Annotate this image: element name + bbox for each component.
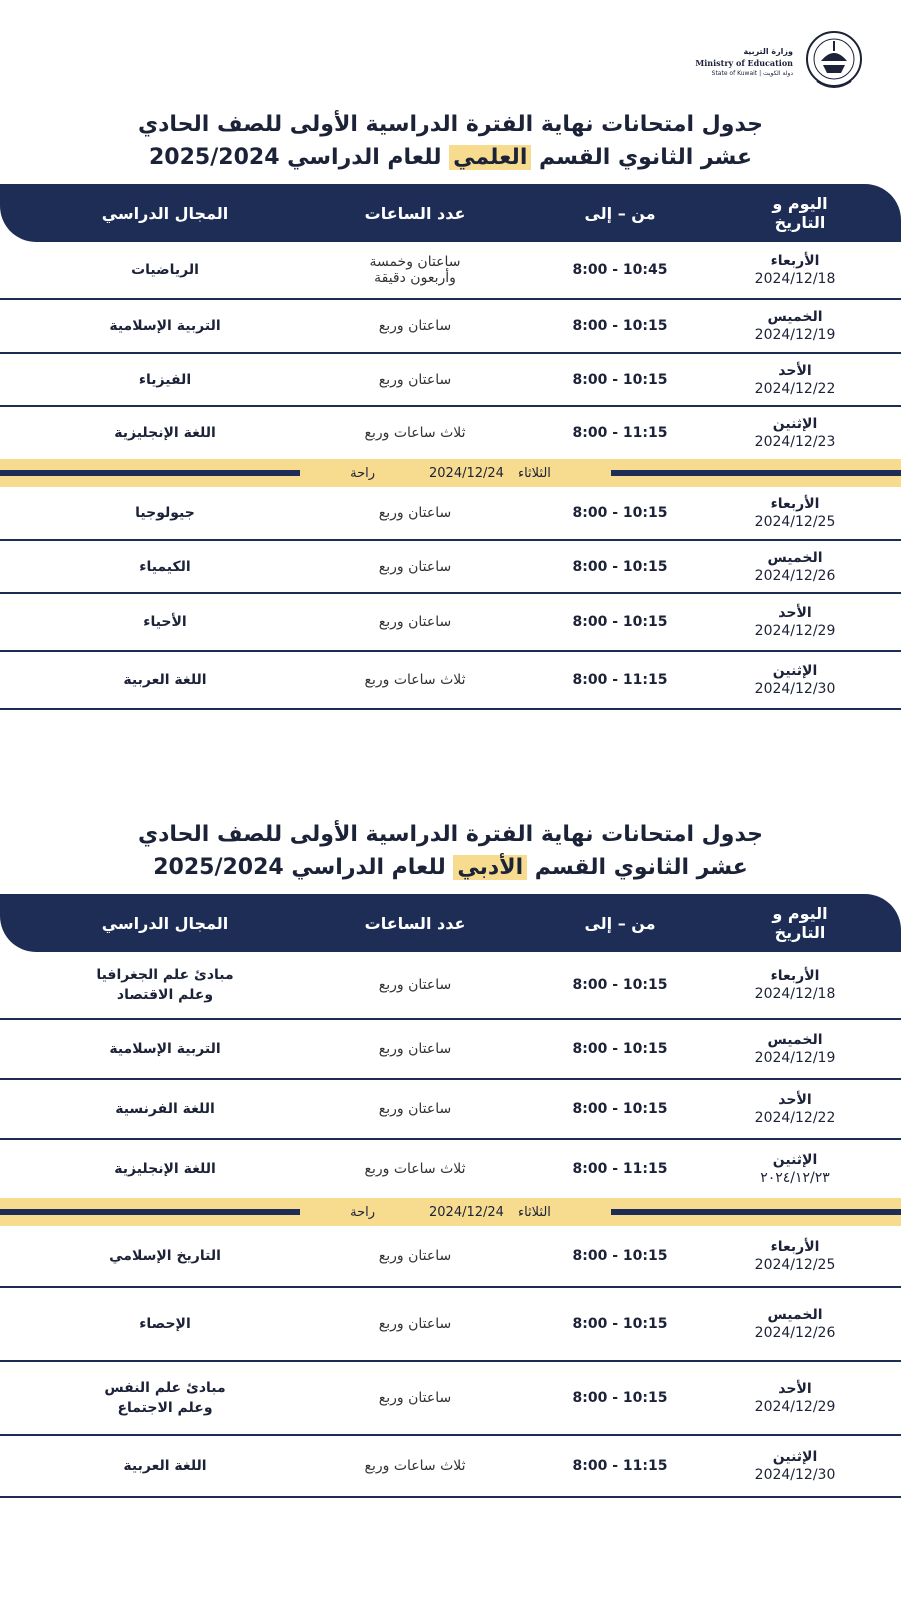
day-name: الخميس (767, 309, 823, 325)
table-row (0, 652, 901, 710)
title-post: للعام الدراسي 2025/2024 (153, 855, 446, 880)
row-time: 8:00 - 10:15 (572, 505, 668, 521)
row-duration: ساعتان وربع (378, 371, 452, 388)
table-row (0, 541, 901, 594)
row-day (720, 487, 870, 539)
row-duration: ساعتان وربع (378, 1316, 452, 1332)
table-row (0, 1226, 901, 1288)
band-bar-right (611, 1209, 901, 1215)
row-subject: الكيمياء (139, 558, 191, 575)
date: 2024/12/26 (754, 567, 836, 584)
row-day (720, 1436, 870, 1496)
row-subject: الإحصاء (139, 1316, 191, 1332)
row-subject: اللغة الإنجليزية (114, 1161, 216, 1177)
row-subject: جيولوجيا (135, 505, 195, 521)
rest-day-name: الثلاثاء (517, 465, 551, 481)
row-subject: اللغة العربية (123, 1458, 207, 1474)
row-day (720, 354, 870, 405)
row-time: 8:00 - 11:15 (572, 425, 668, 441)
row-day (720, 1080, 870, 1138)
day-name: الأحد (778, 1092, 812, 1108)
header-duration: عدد الساعات (364, 913, 466, 933)
title-pre: عشر الثانوي القسم (534, 855, 748, 880)
table-header (0, 894, 901, 952)
title-line-2 (0, 141, 901, 174)
row-time: 8:00 - 10:15 (572, 614, 668, 630)
row-day (720, 594, 870, 650)
row-day (720, 1288, 870, 1360)
header-subject: المجال الدراسي (101, 203, 229, 223)
row-duration: ساعتان وربع (378, 1041, 452, 1057)
row-subject: الفيزياء (138, 371, 192, 388)
row-duration: ساعتان وربع (378, 1390, 452, 1406)
title-line-1: جدول امتحانات نهاية الفترة الدراسية الأولى للصف الحادي (137, 822, 764, 847)
row-subject: الرياضيات (131, 262, 199, 278)
date: ٢٠٢٤/١٢/٢٣ (760, 1170, 830, 1186)
row-duration: ساعتان وخمسة وأربعون دقيقة (369, 254, 461, 286)
date: 2024/12/30 (754, 681, 836, 697)
section-title (0, 108, 901, 174)
table-row (0, 300, 901, 354)
kuwait-emblem-icon (803, 29, 865, 95)
date: 2024/12/22 (754, 1110, 836, 1126)
rest-day-date: 2024/12/24 (429, 1204, 504, 1220)
row-time: 8:00 - 10:15 (572, 558, 668, 575)
table-row (0, 487, 901, 541)
day-name: الأربعاء (770, 496, 820, 512)
date: 2024/12/29 (754, 623, 836, 639)
ministry-name-en: Ministry of Education (695, 58, 793, 68)
date: 2024/12/18 (754, 986, 836, 1002)
title-line-1: جدول امتحانات نهاية الفترة الدراسية الأولى للصف الحادي (137, 112, 764, 137)
table-row (0, 952, 901, 1020)
rest-day-band (0, 459, 901, 487)
table-row (0, 1436, 901, 1498)
row-time: 8:00 - 11:15 (572, 1458, 668, 1474)
row-day (720, 300, 870, 352)
band-bar-right (611, 470, 901, 476)
header-time: من – إلى (584, 913, 656, 933)
row-duration: ثلاث ساعات وربع (364, 1161, 466, 1177)
table-row (0, 594, 901, 652)
table-row (0, 1020, 901, 1080)
date: 2024/12/29 (754, 1399, 836, 1415)
row-subject: اللغة الفرنسية (115, 1101, 215, 1117)
day-name: الإثنين (772, 1449, 818, 1465)
row-time: 8:00 - 10:15 (572, 977, 668, 993)
day-name: الخميس (767, 1032, 823, 1048)
row-time: 8:00 - 11:15 (572, 672, 668, 688)
section-title (0, 818, 901, 884)
table-row (0, 354, 901, 407)
row-duration: ساعتان وربع (378, 318, 452, 334)
exam-table (0, 184, 901, 710)
rest-day-text (350, 1205, 551, 1220)
row-subject: التاريخ الإسلامي (109, 1248, 221, 1264)
row-subject: مبادئ علم النفس وعلم الاجتماع (104, 1380, 226, 1416)
header-day: اليوم و التاريخ (772, 904, 828, 942)
day-name: الخميس (767, 549, 823, 566)
date: 2024/12/30 (754, 1467, 836, 1483)
date: 2024/12/25 (754, 1257, 836, 1273)
row-duration: ثلاث ساعات وربع (364, 425, 466, 441)
row-day (720, 1140, 870, 1198)
title-highlight: الأدبي (453, 855, 527, 880)
date: 2024/12/22 (754, 380, 836, 397)
header-time: من – إلى (584, 203, 656, 223)
day-name: الأربعاء (770, 1239, 820, 1255)
rest-day-label: راحة (350, 465, 376, 481)
row-subject: التربية الإسلامية (109, 318, 221, 334)
day-name: الإثنين (772, 1152, 818, 1168)
day-name: الأحد (778, 605, 812, 621)
rest-day-date: 2024/12/24 (429, 465, 504, 481)
date: 2024/12/19 (754, 1050, 836, 1066)
ministry-name-ar: وزارة التربية (743, 47, 793, 56)
day-name: الخميس (767, 1307, 823, 1323)
row-subject: مبادئ علم الجغرافيا وعلم الاقتصاد (96, 967, 234, 1003)
row-duration: ساعتان وربع (378, 1248, 452, 1264)
day-name: الأحد (778, 1381, 812, 1397)
literary-section (0, 818, 901, 1498)
date: 2024/12/23 (754, 434, 836, 450)
row-day (720, 1362, 870, 1434)
day-name: الأربعاء (770, 968, 820, 984)
row-time: 8:00 - 10:15 (572, 1390, 668, 1406)
row-duration: ثلاث ساعات وربع (364, 1458, 466, 1474)
exam-table (0, 894, 901, 1498)
row-day (720, 407, 870, 459)
row-day (720, 1226, 870, 1286)
row-subject: التربية الإسلامية (109, 1041, 221, 1057)
row-duration: ساعتان وربع (378, 1101, 452, 1117)
row-duration: ساعتان وربع (378, 558, 452, 575)
row-subject: الأحياء (143, 614, 187, 630)
title-highlight: العلمي (449, 145, 531, 170)
title-line-2 (0, 851, 901, 884)
title-post: للعام الدراسي 2025/2024 (149, 145, 442, 170)
scientific-section (0, 108, 901, 710)
table-row (0, 1080, 901, 1140)
date: 2024/12/25 (754, 514, 836, 530)
table-row (0, 242, 901, 300)
header-subject: المجال الدراسي (101, 913, 229, 933)
row-duration: ثلاث ساعات وربع (364, 672, 466, 688)
row-time: 8:00 - 10:15 (572, 1248, 668, 1264)
date: 2024/12/18 (754, 271, 836, 287)
row-day (720, 1020, 870, 1078)
row-day (720, 242, 870, 298)
table-row (0, 407, 901, 459)
band-bar-left (0, 1209, 300, 1215)
row-subject: اللغة الإنجليزية (114, 425, 216, 441)
row-time: 8:00 - 10:15 (572, 318, 668, 334)
row-time: 8:00 - 10:15 (572, 1316, 668, 1332)
table-row (0, 1140, 901, 1198)
header-duration: عدد الساعات (364, 203, 466, 223)
row-time: 8:00 - 10:15 (572, 1101, 668, 1117)
row-duration: ساعتان وربع (378, 505, 452, 521)
state-name: State of Kuwait | دولة الكويت (711, 70, 793, 77)
day-name: الأحد (778, 362, 812, 379)
header-day: اليوم و التاريخ (772, 194, 828, 232)
band-bar-left (0, 470, 300, 476)
row-day (720, 652, 870, 708)
date: 2024/12/19 (754, 327, 836, 343)
rest-day-band (0, 1198, 901, 1226)
row-duration: ساعتان وربع (378, 977, 452, 993)
row-subject: اللغة العربية (123, 672, 207, 688)
ministry-name-block (695, 47, 793, 77)
row-time: 8:00 - 11:15 (572, 1161, 668, 1177)
row-time: 8:00 - 10:15 (572, 371, 668, 388)
rest-day-text (350, 466, 551, 481)
row-time: 8:00 - 10:15 (572, 1041, 668, 1057)
row-day (720, 952, 870, 1018)
rest-day-label: راحة (350, 1204, 376, 1220)
date: 2024/12/26 (754, 1325, 836, 1341)
table-row (0, 1288, 901, 1362)
ministry-header (695, 28, 865, 96)
table-header (0, 184, 901, 242)
title-pre: عشر الثانوي القسم (539, 145, 752, 170)
day-name: الإثنين (772, 416, 818, 432)
table-row (0, 1362, 901, 1436)
day-name: الأربعاء (770, 253, 820, 269)
row-duration: ساعتان وربع (378, 614, 452, 630)
rest-day-name: الثلاثاء (517, 1204, 551, 1220)
day-name: الإثنين (772, 663, 818, 679)
row-day (720, 541, 870, 592)
row-time: 8:00 - 10:45 (572, 262, 668, 278)
